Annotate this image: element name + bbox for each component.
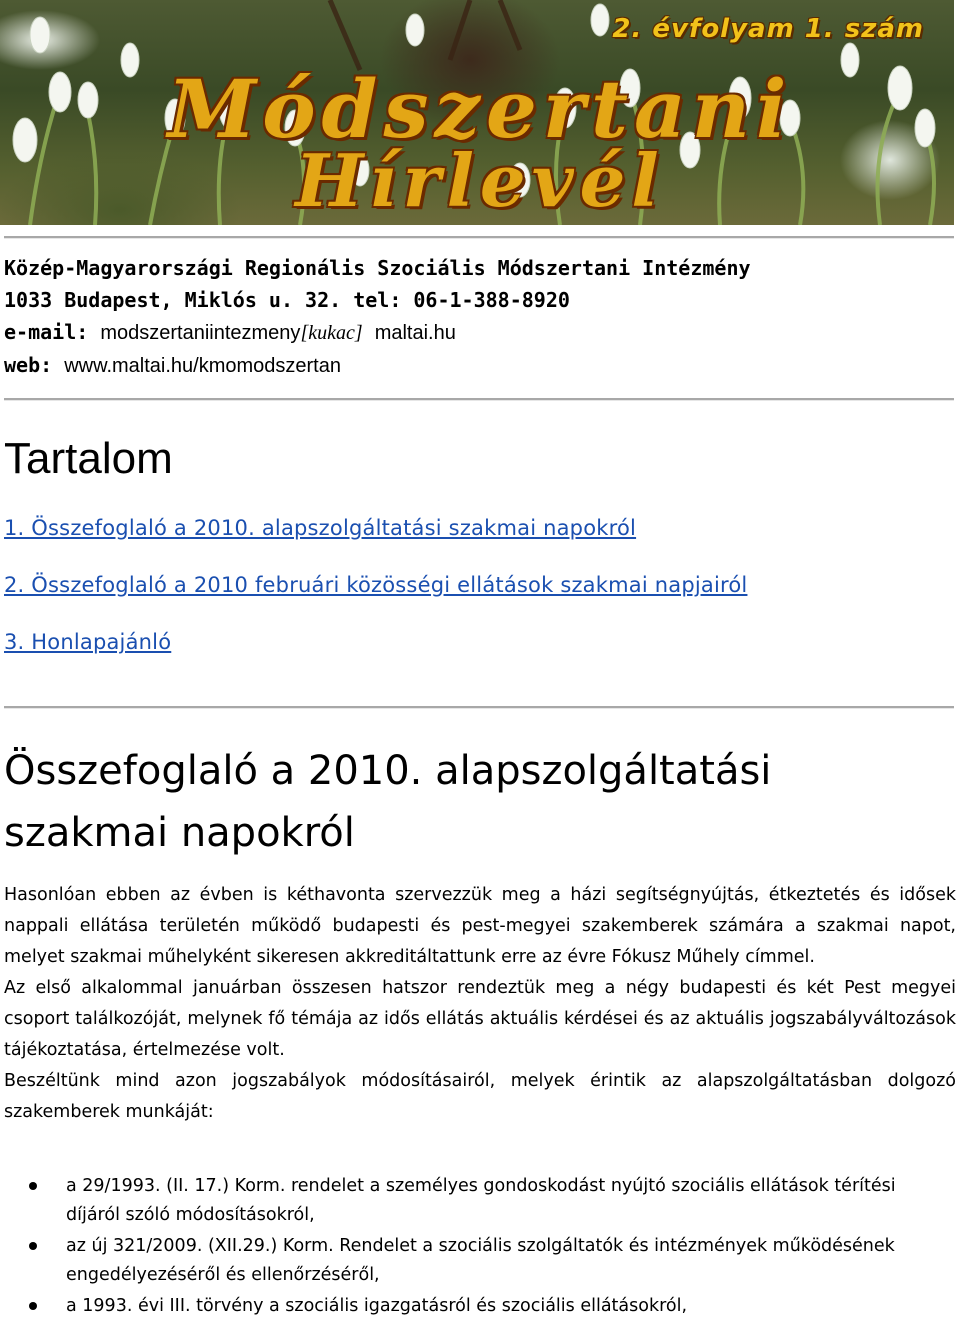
email-user: modszertaniintezmeny bbox=[100, 322, 301, 344]
email-at: [kukac] bbox=[300, 322, 363, 344]
toc-heading: Tartalom bbox=[4, 434, 173, 483]
toc-link-1[interactable]: 1. Összefoglaló a 2010. alapszolgáltatási szakmai napokról bbox=[4, 516, 637, 540]
address-line: 1033 Budapest, Miklós u. 32. tel: 06-1-388-8920 bbox=[4, 288, 570, 312]
divider bbox=[4, 236, 954, 239]
header-banner bbox=[0, 0, 954, 225]
toc-list bbox=[4, 516, 747, 687]
article-title: Összefoglaló a 2010. alapszolgáltatási szakmai napokról bbox=[4, 748, 772, 856]
bullet-icon bbox=[29, 1302, 37, 1310]
list-item-text: az új 321/2009. (XII.29.) Korm. Rendelet a szociális szolgáltatók és intézmények működésének engedélyezéséről és ellenőrzéséről, bbox=[66, 1236, 895, 1285]
email-label: e-mail: bbox=[4, 320, 89, 344]
list-item bbox=[4, 1292, 944, 1321]
list-item-text: a 29/1993. (II. 17.) Korm. rendelet a személyes gondoskodást nyújtó szociális ellátások térítési díjáról szóló módosításokról, bbox=[66, 1176, 896, 1225]
regulation-list bbox=[4, 1172, 944, 1323]
paragraph: Az első alkalommal januárban összesen hatszor rendeztük meg a négy budapesti és két Pest megyei csoport találkozóját, melynek fő témája az idős ellátás aktuális kérdései és az aktuális jogszabályváltozások tájékoztatása, értelmezése volt. bbox=[4, 978, 956, 1060]
divider bbox=[4, 706, 954, 709]
toc-link-2[interactable]: 2. Összefoglaló a 2010 februári közösségi ellátások szakmai napjairól bbox=[4, 573, 748, 597]
toc-item bbox=[4, 630, 747, 660]
banner-subtitle: Hírlevél bbox=[295, 138, 665, 223]
bullet-icon bbox=[29, 1182, 37, 1190]
list-item-text: a 1993. évi III. törvény a szociális igazgatásról és szociális ellátásokról, bbox=[66, 1296, 688, 1316]
banner-title: Módszertani bbox=[167, 62, 793, 156]
divider bbox=[4, 398, 954, 401]
toc-item bbox=[4, 573, 747, 603]
web-line bbox=[4, 349, 944, 382]
bullet-icon bbox=[29, 1242, 37, 1250]
paragraph: Beszéltünk mind azon jogszabályok módosításairól, melyek érintik az alapszolgáltatásban dolgozó szakemberek munkáját: bbox=[4, 1071, 956, 1122]
article-body bbox=[4, 880, 956, 1128]
paragraph: Hasonlóan ebben az évben is kéthavonta szervezzük meg a házi segítségnyújtás, étkeztetés és idősek nappali ellátása területén működő budapesti és pest-megyei szakemberek számára a szakmai napot, melyet szakmai műhelyként sikeresen akkreditáltattunk erre az évre Fókusz Műhely címmel. bbox=[4, 885, 956, 967]
issue-label: 2. évfolyam 1. szám bbox=[612, 14, 924, 44]
list-item bbox=[4, 1232, 944, 1290]
institution-name: Közép-Magyarországi Regionális Szociális Módszertani Intézmény bbox=[4, 256, 751, 280]
toc-link-3[interactable]: 3. Honlapajánló bbox=[4, 630, 172, 654]
contact-block bbox=[4, 252, 944, 382]
web-label: web: bbox=[4, 353, 53, 377]
list-item bbox=[4, 1172, 944, 1230]
web-link[interactable]: www.maltai.hu/kmomodszertan bbox=[64, 355, 341, 377]
toc-item bbox=[4, 516, 747, 546]
email-domain: maltai.hu bbox=[374, 322, 456, 344]
email-line bbox=[4, 316, 944, 349]
